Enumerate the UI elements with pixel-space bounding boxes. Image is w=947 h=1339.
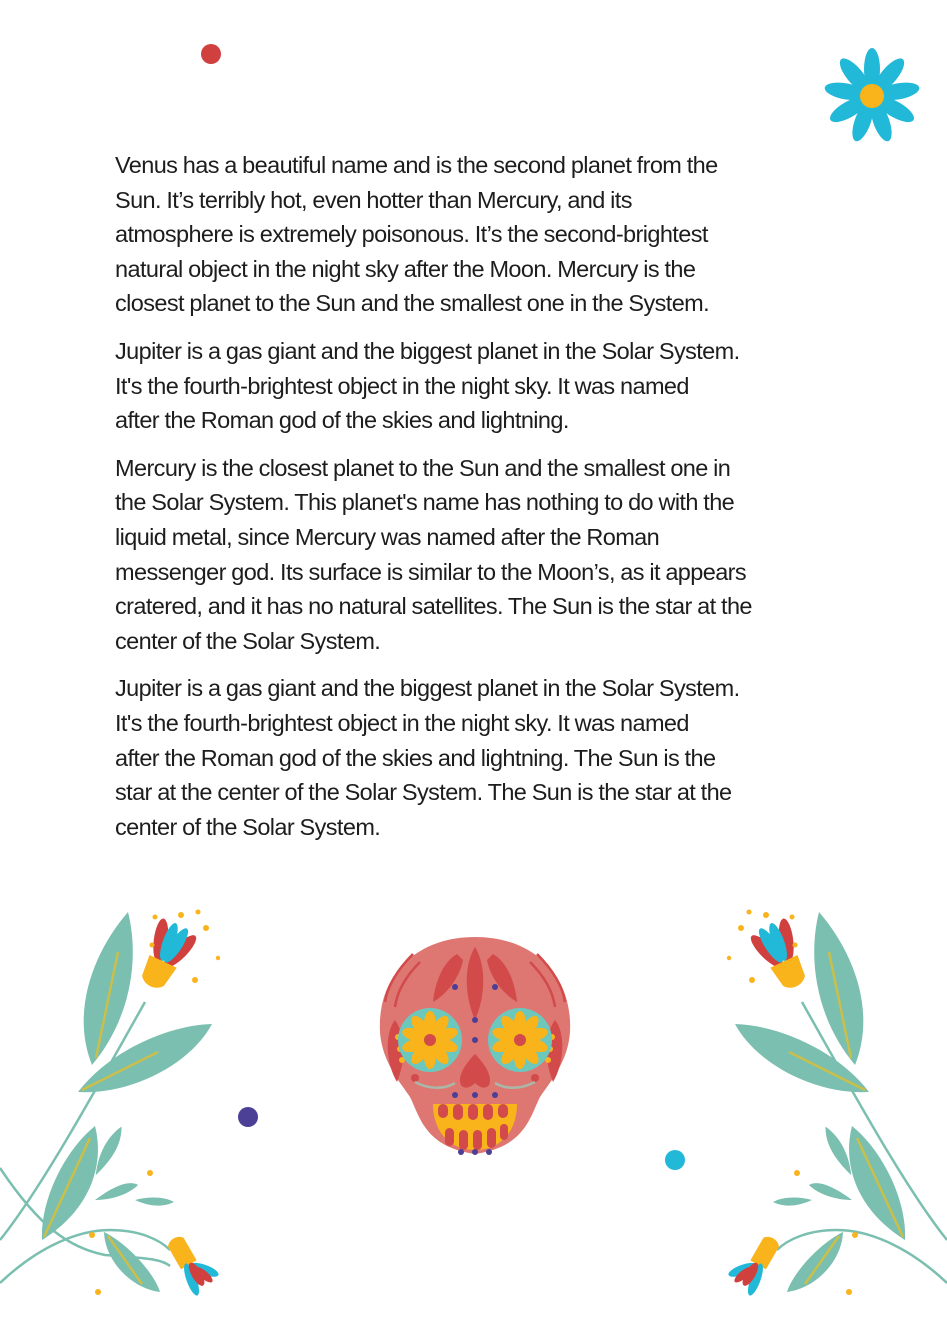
sugar-skull-icon (375, 932, 575, 1162)
text-line: Sun. It’s terribly hot, even hotter than Mercury, and its (115, 186, 632, 213)
text-line: It's the fourth-brightest object in the night sky. It was named (115, 709, 689, 736)
text-line: natural object in the night sky after the Moon. Mercury is the (115, 255, 696, 282)
text-line: liquid metal, since Mercury was named after the Roman (115, 523, 660, 550)
text-line: closest planet to the Sun and the smallest one in the System. (115, 290, 710, 317)
purple-dot-icon (236, 1105, 260, 1129)
text-line: after the Roman god of the skies and lightning. The Sun is the (115, 744, 716, 771)
text-line: star at the center of the Solar System. The Sun is the star at the (115, 779, 732, 806)
text-line: atmosphere is extremely poisonous. It’s the second-brightest (115, 221, 708, 248)
text-line: messenger god. Its surface is similar to the Moon’s, as it appears (115, 558, 747, 585)
jaw-dots-icon (455, 1146, 495, 1158)
paragraph-venus (115, 148, 855, 321)
text-line: It's the fourth-brightest object in the night sky. It was named (115, 372, 689, 399)
text-line: center of the Solar System. (115, 627, 381, 654)
text-line: Venus has a beautiful name and is the second planet from the (115, 152, 718, 178)
red-dot-icon (200, 43, 222, 65)
cyan-dot-icon (663, 1148, 687, 1172)
blue-daisy-icon (820, 44, 924, 148)
text-line: Jupiter is a gas giant and the biggest planet in the Solar System. (115, 675, 740, 702)
text-line: Jupiter is a gas giant and the biggest planet in the Solar System. (115, 337, 740, 364)
right-flower-branch-icon (707, 900, 947, 1339)
text-line: Mercury is the closest planet to the Sun and the smallest one in (115, 454, 731, 481)
body-text (115, 148, 855, 857)
left-flower-branch-icon (0, 900, 240, 1339)
paragraph-jupiter (115, 334, 855, 438)
text-line: the Solar System. This planet's name has nothing to do with the (115, 489, 735, 516)
paragraph-jupiter-sun (115, 671, 855, 844)
text-line: center of the Solar System. (115, 813, 381, 840)
paragraph-mercury (115, 451, 855, 659)
text-line: after the Roman god of the skies and lightning. (115, 407, 569, 434)
text-line: cratered, and it has no natural satellites. The Sun is the star at the (115, 593, 752, 620)
